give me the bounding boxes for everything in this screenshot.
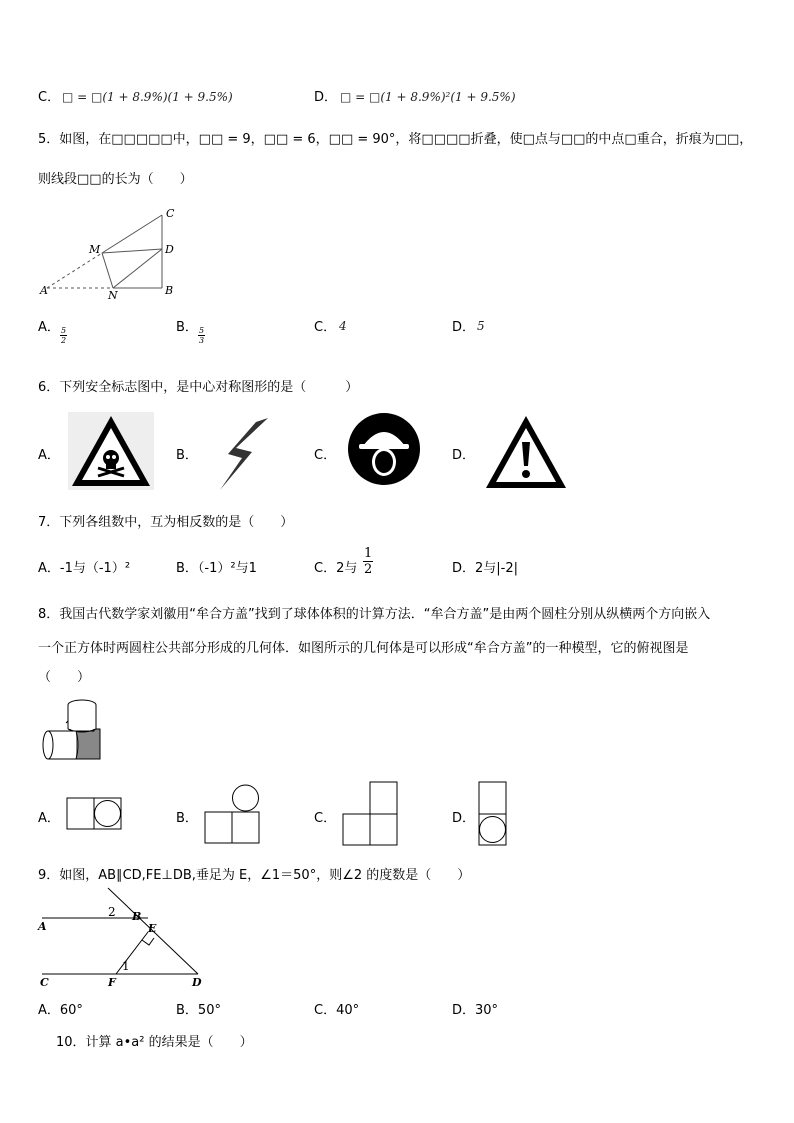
q9-option-a: A．60° <box>38 1003 83 1018</box>
q5-label-c: C <box>166 207 175 220</box>
q9-label-e: E <box>148 922 157 935</box>
q5-option-d-label: D． <box>452 320 476 335</box>
q6-exclamation-warning-sign <box>484 414 568 490</box>
q7-option-d: D．2与|-2| <box>452 561 519 576</box>
q9-label-b: B <box>132 910 142 923</box>
q6-skull-warning-sign <box>68 412 154 490</box>
q7-option-c-num: 1 <box>364 546 373 561</box>
q7-option-c-prefix: C．2与 <box>314 561 358 576</box>
q8-stem-line3: （ ） <box>38 670 91 685</box>
q5-label-m: M <box>89 243 101 256</box>
q5-option-d-value: 5 <box>477 319 485 333</box>
q7-option-a: A．-1与（-1）² <box>38 561 131 576</box>
q5-option-b-label: B． <box>176 320 198 335</box>
q5-figure <box>40 205 180 300</box>
q7-option-b: B．（-1）²与1 <box>176 561 257 576</box>
q6-helmet-sign <box>347 412 421 486</box>
q4-option-d-label: D． <box>314 90 338 105</box>
q5-label-b: B <box>165 284 174 297</box>
q9-label-angle1: 1 <box>122 959 130 973</box>
q5-option-a-num: 5 <box>61 326 67 335</box>
q8-model-figure <box>40 695 104 765</box>
q5-stem-line1: 5．如图，在□□□□□中，□□ = 9，□□ = 6，□□ = 90°，将□□□□折叠，使□点与□□的中点□重合，折痕为□□， <box>38 132 753 147</box>
q6-lightning-icon <box>218 418 270 490</box>
q5-option-b-fraction <box>198 326 205 345</box>
q8-option-c-label: C． <box>314 811 337 826</box>
q8-option-c-figure <box>342 781 398 847</box>
q6-option-a-label: A． <box>38 448 60 463</box>
q8-stem-line1: 8．我国古代数学家刘徽用“牟合方盖”找到了球体体积的计算方法．“牟合方盖”是由两个圆柱分别从纵横两个方向嵌入 <box>38 607 711 622</box>
q5-label-a: A <box>40 284 48 297</box>
q5-option-c-label: C． <box>314 320 337 335</box>
q5-stem-line2: 则线段□□的长为（ ） <box>38 172 193 187</box>
q6-stem: 6．下列安全标志图中，是中心对称图形的是（ ） <box>38 380 359 395</box>
q9-label-angle2: 2 <box>108 905 116 919</box>
q10-stem: 10．计算 a•a² 的结果是（ ） <box>56 1035 253 1050</box>
q6-option-b-label: B． <box>176 448 198 463</box>
q5-label-d: D <box>165 243 174 256</box>
q7-stem: 7．下列各组数中，互为相反数的是（ ） <box>38 515 294 530</box>
q9-label-f: F <box>108 976 116 989</box>
q5-option-a-den: 2 <box>61 336 67 345</box>
q8-option-d-label: D． <box>452 811 476 826</box>
q5-option-a-label: A． <box>38 320 60 335</box>
q6-option-d-label: D． <box>452 448 476 463</box>
q9-option-c: C．40° <box>314 1003 360 1018</box>
q7-option-c-den: 2 <box>364 562 373 577</box>
q4-option-c-label: C． <box>38 90 61 105</box>
q5-option-a-fraction <box>60 326 67 345</box>
q4-option-c-formula: □ = □(1 + 8.9%)(1 + 9.5%) <box>62 90 233 104</box>
q8-stem-line2: 一个正方体时两圆柱公共部分形成的几何体．如图所示的几何体是可以形成“牟合方盖”的一种模型，它的俯视图是 <box>38 641 689 656</box>
q9-label-c: C <box>40 976 49 989</box>
q8-option-b-figure <box>204 783 260 845</box>
q5-option-b-num: 5 <box>199 326 205 335</box>
q8-option-b-label: B． <box>176 811 198 826</box>
q5-label-n: N <box>108 289 118 302</box>
q9-label-d: D <box>192 976 202 989</box>
q9-figure <box>38 886 208 990</box>
q4-option-d-formula: □ = □(1 + 8.9%)²(1 + 9.5%) <box>340 90 516 104</box>
q9-option-b: B．50° <box>176 1003 221 1018</box>
q5-option-c-value: 4 <box>339 319 347 333</box>
q9-stem: 9．如图，AB∥CD,FE⊥DB,垂足为 E，∠1＝50°，则∠2 的度数是（ ） <box>38 868 471 883</box>
q5-option-b-den: 3 <box>199 336 205 345</box>
q7-option-c-fraction <box>363 546 373 577</box>
q8-option-a-figure <box>66 797 122 831</box>
q8-option-a-label: A． <box>38 811 60 826</box>
q8-option-d-figure <box>478 781 508 847</box>
q9-option-d: D．30° <box>452 1003 499 1018</box>
q6-option-c-label: C． <box>314 448 337 463</box>
q9-label-a: A <box>38 920 47 933</box>
